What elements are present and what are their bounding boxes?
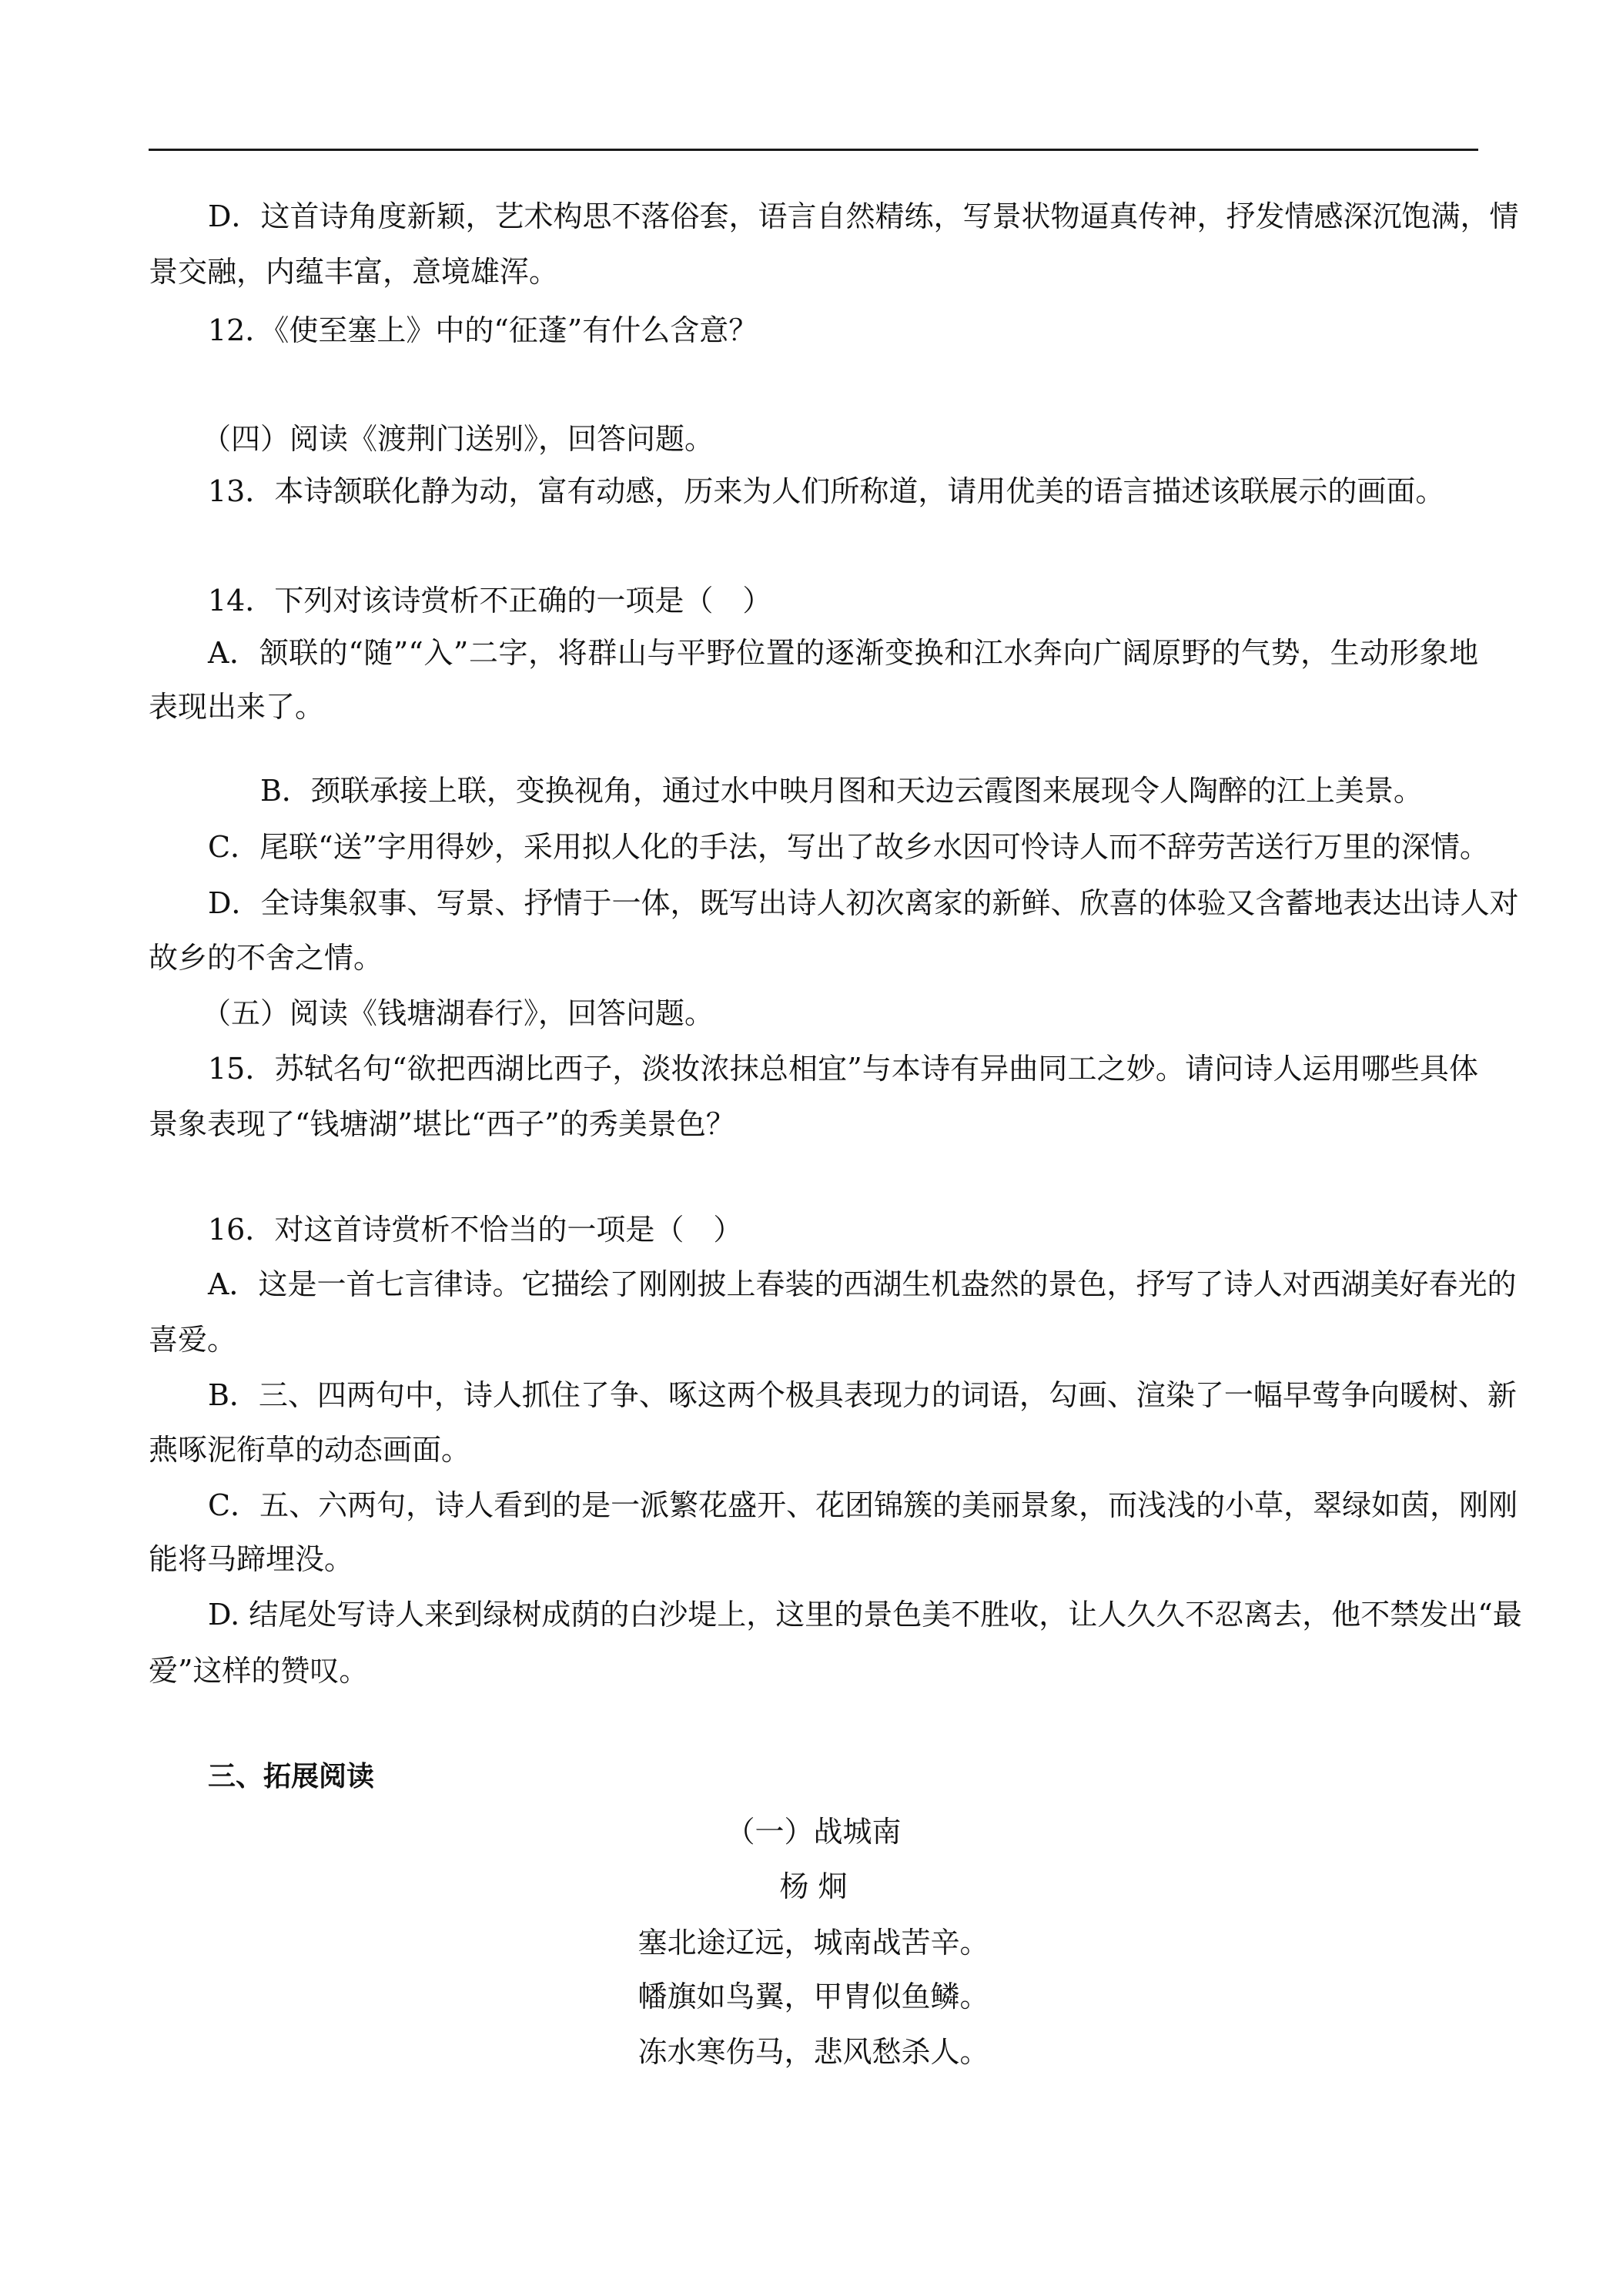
question-15-line2: 景象表现了“钱塘湖”堪比“西子”的秀美景色？ bbox=[149, 1107, 735, 1141]
q14-option-a-line1: A．颔联的“随”“入”二字，将群山与平野位置的逐渐变换和江水奔向广阔原野的气势，生动形象地 bbox=[208, 636, 1478, 670]
poem-title: （一）战城南 bbox=[725, 1815, 902, 1849]
q11-option-d-line1: D．这首诗角度新颖，艺术构思不落俗套，语言自然精练，写景状物逼真传神，抒发情感深沉饱满，情 bbox=[208, 199, 1519, 233]
q14-option-a-line2: 表现出来了。 bbox=[149, 690, 325, 724]
poem-line-3: 冻水寒伤马，悲风愁杀人。 bbox=[637, 2035, 989, 2069]
poem-line-2: 幡旗如鸟翼，甲胄似鱼鳞。 bbox=[637, 1980, 989, 2013]
q11-option-d-line2: 景交融，内蕴丰富，意境雄浑。 bbox=[149, 255, 559, 289]
q16-option-c-line2: 能将马蹄埋没。 bbox=[149, 1542, 354, 1576]
question-14: 14．下列对该诗赏析不正确的一项是（ ） bbox=[208, 584, 772, 618]
section-5-heading: （五）阅读《钱塘湖春行》，回答问题。 bbox=[202, 996, 714, 1030]
q16-option-a-line2: 喜爱。 bbox=[149, 1323, 237, 1357]
q16-option-b-line2: 燕啄泥衔草的动态画面。 bbox=[149, 1433, 471, 1467]
question-16: 16．对这首诗赏析不恰当的一项是（ ） bbox=[208, 1213, 743, 1247]
question-12: 12．《使至塞上》中的“征蓬”有什么含意？ bbox=[208, 313, 758, 347]
header-rule bbox=[149, 149, 1478, 151]
q16-option-d-line1: D. 结尾处写诗人来到绿树成荫的白沙堤上，这里的景色美不胜收，让人久久不忍离去，他不禁发出“最 bbox=[208, 1598, 1522, 1632]
part-3-heading: 三、拓展阅读 bbox=[208, 1761, 375, 1792]
section-4-heading: （四）阅读《渡荆门送别》，回答问题。 bbox=[202, 422, 714, 456]
poem-author: 杨 炯 bbox=[779, 1869, 848, 1903]
q14-option-b: B．颈联承接上联，变换视角，通过水中映月图和天边云霞图来展现令人陶醉的江上美景。 bbox=[260, 774, 1423, 808]
poem-line-1: 塞北途辽远，城南战苦辛。 bbox=[637, 1926, 989, 1960]
question-13: 13．本诗颔联化静为动，富有动感，历来为人们所称道，请用优美的语言描述该联展示的画面。 bbox=[208, 474, 1445, 508]
q14-option-d-line2: 故乡的不舍之情。 bbox=[149, 941, 383, 975]
question-15-line1: 15．苏轼名句“欲把西湖比西子，淡妆浓抹总相宜”与本诗有异曲同工之妙。请问诗人运用哪些具体 bbox=[208, 1052, 1478, 1086]
q16-option-c-line1: C．五、六两句，诗人看到的是一派繁花盛开、花团锦簇的美丽景象，而浅浅的小草，翠绿如茵，刚刚 bbox=[208, 1488, 1518, 1522]
q16-option-d-line2: 爱”这样的赞叹。 bbox=[149, 1654, 369, 1688]
q16-option-a-line1: A．这是一首七言律诗。它描绘了刚刚披上春装的西湖生机盎然的景色，抒写了诗人对西湖美好春光的 bbox=[208, 1267, 1517, 1301]
q14-option-d-line1: D．全诗集叙事、写景、抒情于一体，既写出诗人初次离家的新鲜、欣喜的体验又含蓄地表达出诗人对 bbox=[208, 886, 1519, 920]
q16-option-b-line1: B．三、四两句中，诗人抓住了争、啄这两个极具表现力的词语，勾画、渲染了一幅早莺争向暖树、新 bbox=[208, 1378, 1517, 1412]
q14-option-c: C．尾联“送”字用得妙，采用拟人化的手法，写出了故乡水因可怜诗人而不辞劳苦送行万里的深情。 bbox=[208, 830, 1489, 864]
